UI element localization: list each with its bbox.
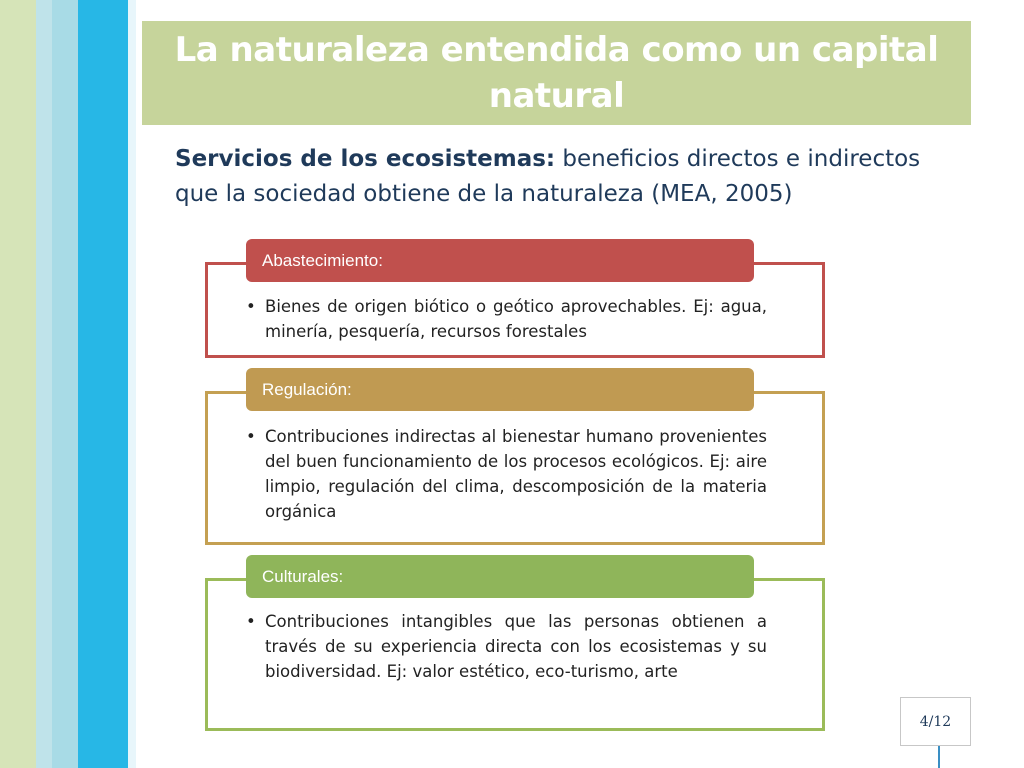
page-number-tick (938, 746, 940, 768)
category-label-regulacion: Regulación: (246, 368, 754, 411)
title-band (142, 21, 971, 125)
category-description: Contribuciones indirectas al bienestar humano provenientes del buen funcionamiento de los procesos ecológicos. Ej: aire limpio, regulación del clima, descomposición de la materia orgánica (265, 427, 767, 521)
bullet-marker: • (246, 297, 256, 316)
decorative-stripe (0, 0, 36, 768)
category-description: Bienes de origen biótico o geótico aprovechables. Ej: agua, minería, pesquería, recursos forestales (265, 297, 767, 341)
decorative-stripe (36, 0, 52, 768)
subtitle-rest: beneficios directos e indirectos que la sociedad obtiene de la naturaleza (MEA, 2005) (175, 146, 921, 207)
decorative-stripe (52, 0, 78, 768)
category-box-culturales (205, 578, 825, 731)
bullet-marker: • (246, 612, 256, 631)
category-description: Contribuciones intangibles que las personas obtienen a través de su experiencia directa con los ecosistemas y su biodiversidad. Ej: valor estético, eco-turismo, arte (265, 612, 767, 681)
category-box-regulacion (205, 391, 825, 545)
decorative-stripe (78, 0, 128, 768)
slide-title: La naturaleza entendida como un capital natural (174, 30, 939, 116)
category-text (246, 609, 767, 684)
category-label-culturales: Culturales: (246, 555, 754, 598)
category-label-abastecimiento: Abastecimiento: (246, 239, 754, 282)
page-number: 4/12 (900, 697, 971, 746)
subtitle-bold: Servicios de los ecosistemas: (175, 146, 556, 172)
category-text (246, 424, 767, 524)
bullet-marker: • (246, 427, 256, 446)
slide-subtitle (175, 142, 965, 212)
decorative-stripe (128, 0, 136, 768)
category-text (246, 294, 767, 344)
